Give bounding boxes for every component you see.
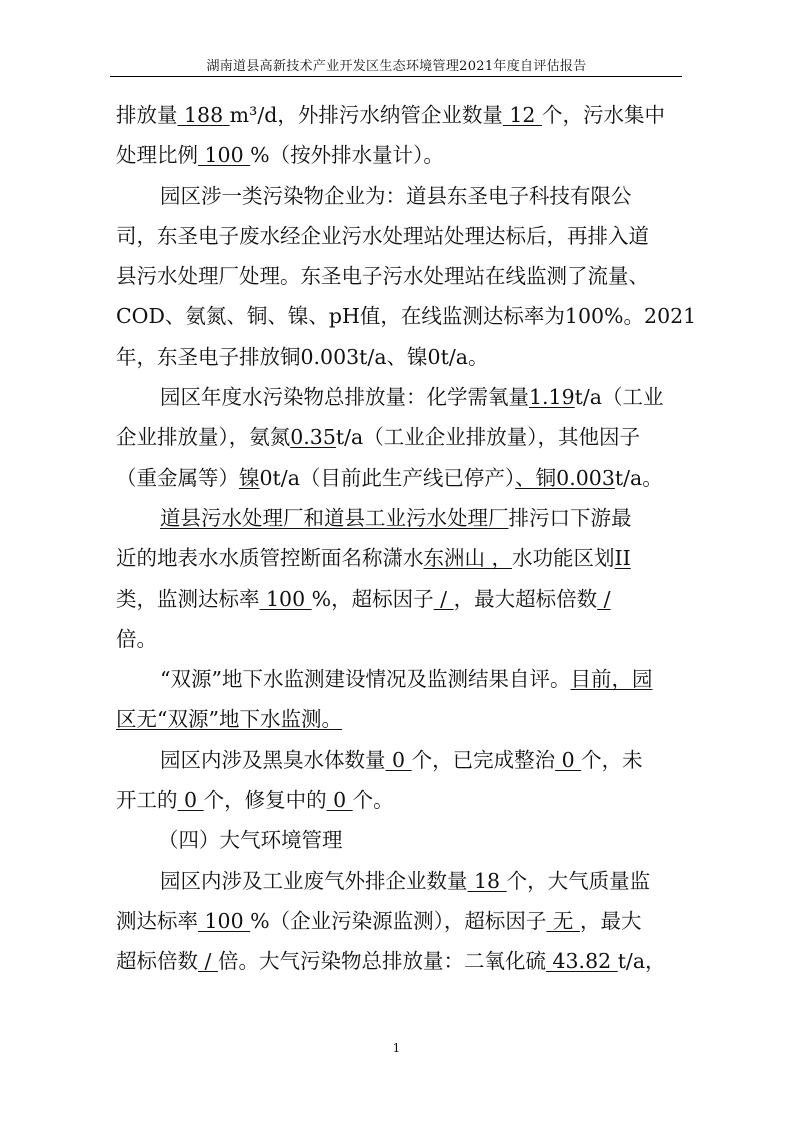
filled-value: 无	[546, 908, 580, 933]
text-segment: （四）大气环境管理	[158, 828, 343, 853]
text-segment: 类，监测达标率	[116, 586, 260, 611]
filled-value: 区无“双源”地下水监测。	[116, 707, 342, 732]
filled-value: 东洲山 ，	[423, 546, 513, 571]
text-segment: 开工的	[116, 788, 178, 813]
text-segment: 园区涉一类污染物企业为：道县东圣电子科技有限公	[160, 183, 632, 208]
text-segment: 近的地表水水质管控断面名称潇水	[116, 546, 424, 571]
text-segment: 企业排放量），氨氮	[116, 425, 291, 450]
text-segment: ，最大	[579, 908, 642, 933]
filled-value: 镍	[239, 465, 260, 490]
text-segment: 倍。大气污染物总排放量：二氧化硫	[217, 949, 546, 974]
text-segment: t/a（工业	[574, 385, 664, 410]
text-segment: %（按外排水量计）。	[250, 143, 444, 168]
text-segment: t/a。	[614, 465, 663, 490]
text-segment: t/a（工业企业排放量），其他因子	[335, 425, 641, 450]
paragraph-start-line	[116, 377, 676, 417]
text-segment: 司，东圣电子废水经企业污水处理站处理达标后，再排入道	[116, 223, 649, 248]
text-line	[116, 538, 676, 578]
section-heading	[116, 820, 676, 860]
text-line	[116, 296, 697, 336]
paragraph-start-line	[116, 740, 676, 780]
text-line	[116, 458, 676, 498]
filled-value: 0	[177, 788, 204, 813]
filled-value: /	[597, 586, 611, 611]
text-segment: （重金属等）	[116, 465, 239, 490]
text-line	[116, 941, 676, 981]
filled-value: 目前，园	[570, 667, 653, 692]
text-segment: 年，东圣电子排放铜0.003t/a、镍0t/a。	[116, 344, 489, 369]
text-line	[116, 256, 676, 296]
text-segment: 个，修复中的	[203, 788, 327, 813]
text-segment: 0t/a（目前此生产线已停产）	[259, 465, 516, 490]
filled-value: 0.35	[290, 425, 336, 450]
filled-value: 18	[467, 868, 507, 893]
text-segment: 水功能区划	[512, 546, 615, 571]
document-body	[116, 95, 697, 982]
filled-value: /	[198, 949, 218, 974]
paragraph-start-line	[116, 176, 676, 216]
text-segment: 园区内涉及黑臭水体数量	[160, 747, 386, 772]
filled-value: 43.82	[545, 949, 618, 974]
filled-value: 0	[385, 747, 412, 772]
filled-value: /	[433, 586, 454, 611]
text-segment: 个，已完成整治	[411, 747, 556, 772]
filled-value: 100	[198, 908, 251, 933]
text-line	[116, 579, 676, 619]
text-segment: 倍。	[116, 626, 157, 651]
text-segment: 县污水处理厂处理。东圣电子污水处理站在线监测了流量、	[116, 264, 649, 289]
text-segment: 排放量	[116, 103, 178, 127]
paragraph-start-line	[116, 498, 676, 538]
text-segment: 排污口下游最	[508, 505, 632, 530]
text-segment: %（企业污染源监测），超标因子	[250, 908, 547, 933]
text-segment: %，超标因子	[311, 586, 434, 611]
filled-value: II	[614, 546, 631, 571]
text-line	[116, 780, 676, 820]
text-segment: 处理比例	[116, 143, 198, 168]
filled-value: 道县污水处理厂和道县工业污水处理厂	[160, 505, 509, 530]
text-segment: 园区年度水污染物总排放量：化学需氧量	[160, 385, 529, 410]
filled-value: 、铜0.003	[515, 465, 615, 490]
text-line	[116, 417, 676, 457]
paragraph-start-line	[116, 861, 676, 901]
text-segment: COD、氨氮、铜、镍、pH值，在线监测达标率为100%。2021	[116, 304, 697, 329]
text-line	[116, 216, 676, 256]
text-segment: 超标倍数	[116, 949, 198, 974]
page-header: 湖南道县高新技术产业开发区生态环境管理2021年度自评估报告	[206, 59, 587, 74]
text-segment: m³/d，外排污水纳管企业数量	[229, 103, 503, 127]
text-line	[116, 95, 676, 135]
header-rule	[110, 76, 682, 77]
text-line	[116, 337, 676, 377]
filled-value: 100	[259, 586, 312, 611]
text-segment: 园区内涉及工业废气外排企业数量	[160, 868, 468, 893]
filled-value: 0	[555, 747, 582, 772]
text-line	[116, 699, 676, 739]
text-segment: 个。	[352, 788, 394, 813]
filled-value: 12	[502, 103, 542, 127]
text-segment: 测达标率	[116, 908, 198, 933]
page-number: 1	[392, 1041, 401, 1055]
text-segment: 个，未	[581, 747, 643, 772]
filled-value: 188	[177, 103, 230, 127]
text-line	[116, 619, 676, 659]
text-segment: 个，大气质量监	[506, 868, 651, 893]
paragraph-start-line	[116, 659, 676, 699]
text-line	[116, 135, 676, 175]
text-segment: “双源”地下水监测建设情况及监测结果自评。	[160, 667, 571, 692]
filled-value: 1.19	[529, 385, 575, 410]
filled-value: 100	[198, 143, 251, 168]
text-segment: ，最大超标倍数	[453, 586, 598, 611]
text-segment: 个，污水集中	[541, 103, 665, 127]
text-segment: t/a，	[617, 949, 666, 974]
filled-value: 0	[326, 788, 353, 813]
text-line	[116, 901, 676, 941]
